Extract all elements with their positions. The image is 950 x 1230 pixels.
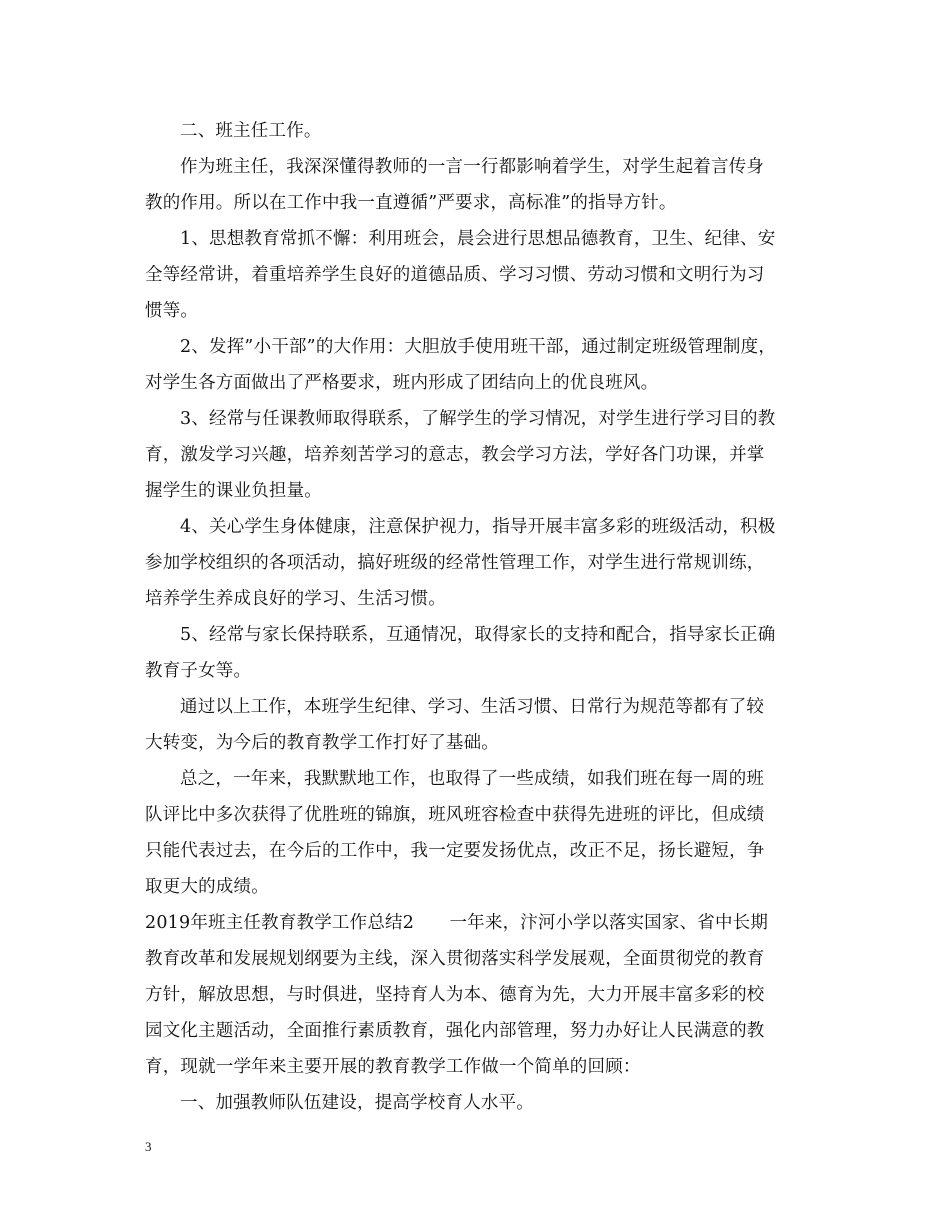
- paragraph-line: 取更大的成绩。: [145, 877, 269, 897]
- paragraph-line: 队评比中多次获得了优胜班的锦旗，班风班容检查中获得先进班的评比，但成绩: [145, 805, 765, 825]
- section-heading: 二、班主任工作。: [180, 121, 322, 141]
- paragraph-line: 2、发挥”小干部”的大作用：大胆放手使用班干部，通过制定班级管理制度，: [180, 337, 777, 357]
- paragraph-line: 教育子女等。: [145, 661, 252, 681]
- paragraph-line: 育，现就一学年来主要开展的教育教学工作做一个简单的回顾：: [145, 1057, 641, 1077]
- paragraph-line: 教育改革和发展规划纲要为主线，深入贯彻落实科学发展观，全面贯彻党的教育: [145, 949, 765, 969]
- paragraph-line: 方针，解放思想，与时俱进，坚持育人为本、德育为先，大力开展丰富多彩的校: [145, 985, 765, 1005]
- paragraph-line: 培养学生养成良好的学习、生活习惯。: [145, 589, 446, 609]
- paragraph-line: 参加学校组织的各项活动，搞好班级的经常性管理工作，对学生进行常规训练，: [145, 553, 765, 573]
- paragraph-line: 大转变，为今后的教育教学工作打好了基础。: [145, 733, 499, 753]
- paragraph-line: 3、经常与任课教师取得联系，了解学生的学习情况，对学生进行学习目的教: [180, 409, 776, 429]
- summary-title-line: 2019年班主任教育教学工作总结2 一年来，汴河小学以落实国家、省中长期: [145, 913, 769, 933]
- section-heading: 一、加强教师队伍建设，提高学校育人水平。: [180, 1093, 534, 1113]
- paragraph-line: 通过以上工作，本班学生纪律、学习、生活习惯、日常行为规范等都有了较: [180, 697, 765, 717]
- paragraph-line: 4、关心学生身体健康，注意保护视力，指导开展丰富多彩的班级活动，积极: [180, 517, 776, 537]
- paragraph-line: 作为班主任，我深深懂得教师的一言一行都影响着学生，对学生起着言传身: [180, 157, 765, 177]
- paragraph-line: 握学生的课业负担量。: [145, 481, 322, 501]
- paragraph-line: 只能代表过去，在今后的工作中，我一定要发扬优点，改正不足，扬长避短，争: [145, 841, 765, 861]
- paragraph-line: 1、思想教育常抓不懈：利用班会，晨会进行思想品德教育，卫生、纪律、安: [180, 229, 776, 249]
- paragraph-line: 总之，一年来，我默默地工作，也取得了一些成绩，如我们班在每一周的班: [180, 769, 765, 789]
- paragraph-line: 园文化主题活动，全面推行素质教育，强化内部管理，努力办好让人民满意的教: [145, 1021, 765, 1041]
- paragraph-line: 对学生各方面做出了严格要求，班内形成了团结向上的优良班风。: [145, 373, 659, 393]
- paragraph-line: 教的作用。所以在工作中我一直遵循”严要求，高标准”的指导方针。: [145, 193, 677, 213]
- page-number: 3: [145, 1139, 152, 1154]
- paragraph-line: 全等经常讲，着重培养学生良好的道德品质、学习习惯、劳动习惯和文明行为习: [145, 265, 765, 285]
- paragraph-line: 5、经常与家长保持联系，互通情况，取得家长的支持和配合，指导家长正确: [180, 625, 776, 645]
- paragraph-line: 育，激发学习兴趣，培养刻苦学习的意志，教会学习方法，学好各门功课，并掌: [145, 445, 765, 465]
- paragraph-line: 惯等。: [145, 301, 199, 321]
